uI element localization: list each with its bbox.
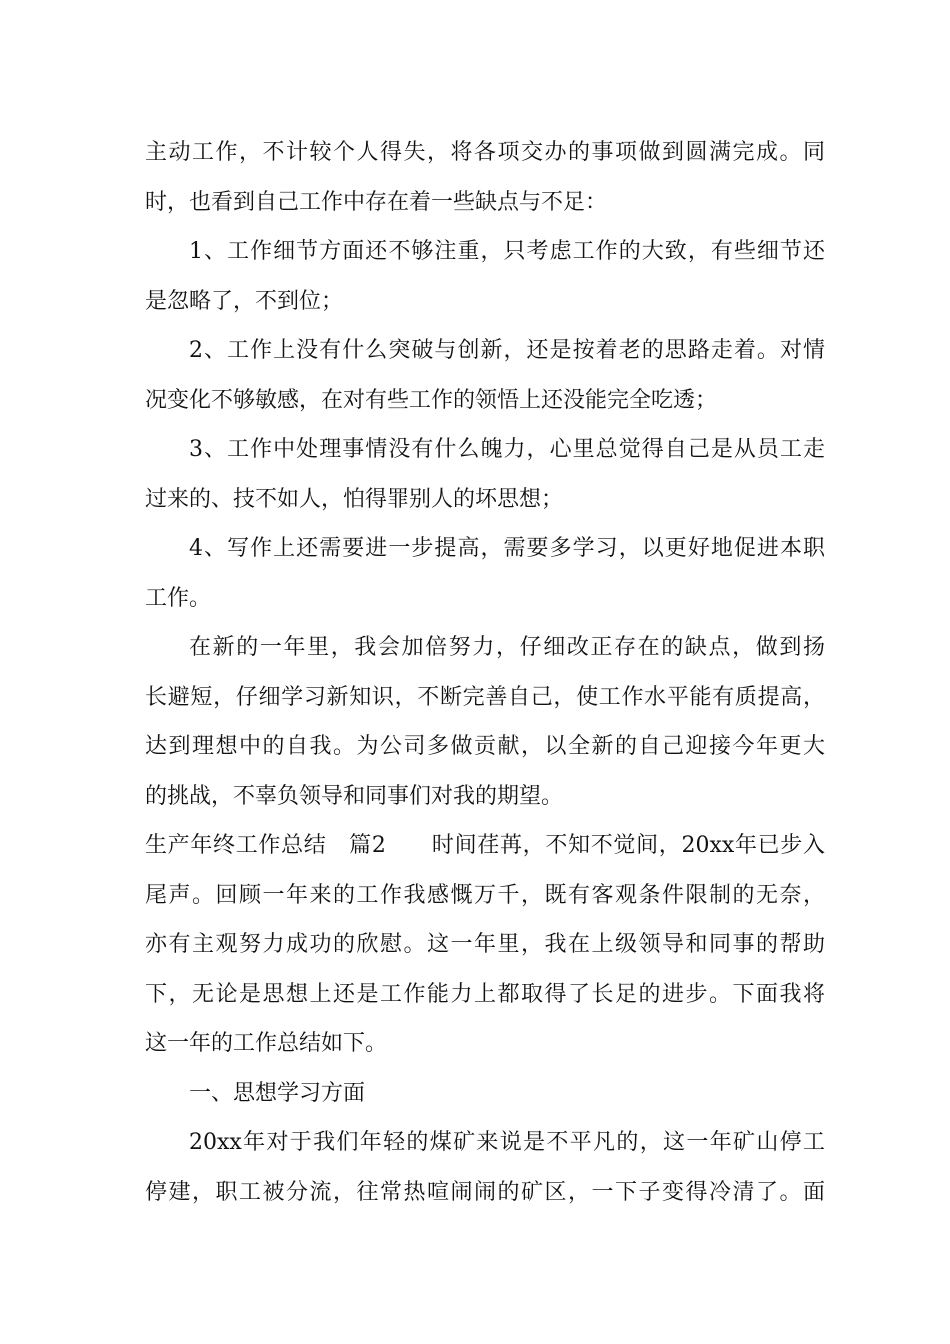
list-item-1: 1、工作细节方面还不够注重，只考虑工作的大致，有些细节还	[189, 239, 825, 264]
paragraph-start: 20xx年对于我们年轻的煤矿来说是不平凡的，这一年矿山停工	[189, 1130, 825, 1155]
text-line: 长避短，仔细学习新知识，不断完善自己，使工作水平能有质提高，	[145, 684, 825, 710]
list-item-3: 3、工作中处理事情没有什么魄力，心里总觉得自己是从员工走	[189, 437, 825, 462]
list-item-2: 2、工作上没有什么突破与创新，还是按着老的思路走着。对情	[189, 338, 825, 363]
text-line: 是忽略了，不到位；	[145, 288, 344, 314]
text-line: 停建，职工被分流，往常热喧闹闹的矿区，一下子变得冷清了。面	[145, 1179, 825, 1205]
text-line: 的挑战，不辜负领导和同事们对我的期望。	[145, 783, 564, 809]
text-line: 这一年的工作总结如下。	[145, 1031, 388, 1056]
text-line: 尾声。回顾一年来的工作我感慨万千，既有客观条件限制的无奈，	[145, 882, 825, 908]
text-line: 主动工作，不计较个人得失，将各项交办的事项做到圆满完成。同	[145, 140, 825, 165]
text-line: 过来的、技不如人，怕得罪别人的坏思想；	[145, 486, 564, 512]
section-heading-line: 生产年终工作总结 篇2 时间荏苒，不知不觉间，20xx年已步入	[145, 833, 825, 858]
text-line: 况变化不够敏感，在对有些工作的领悟上还没能完全吃透；	[145, 387, 718, 413]
subsection-heading: 一、思想学习方面	[189, 1080, 366, 1106]
document-body	[145, 128, 825, 1217]
list-item-4: 4、写作上还需要进一步提高，需要多学习，以更好地促进本职	[189, 536, 825, 561]
text-line: 工作。	[145, 585, 212, 611]
text-line: 时，也看到自己工作中存在着一些缺点与不足：	[145, 189, 608, 215]
text-line: 达到理想中的自我。为公司多做贡献，以全新的自己迎接今年更大	[145, 734, 825, 759]
text-line: 亦有主观努力成功的欣慰。这一年里，我在上级领导和同事的帮助	[145, 932, 825, 957]
paragraph-start: 在新的一年里，我会加倍努力，仔细改正存在的缺点，做到扬	[189, 635, 825, 660]
text-line: 下，无论是思想上还是工作能力上都取得了长足的进步。下面我将	[145, 981, 825, 1007]
